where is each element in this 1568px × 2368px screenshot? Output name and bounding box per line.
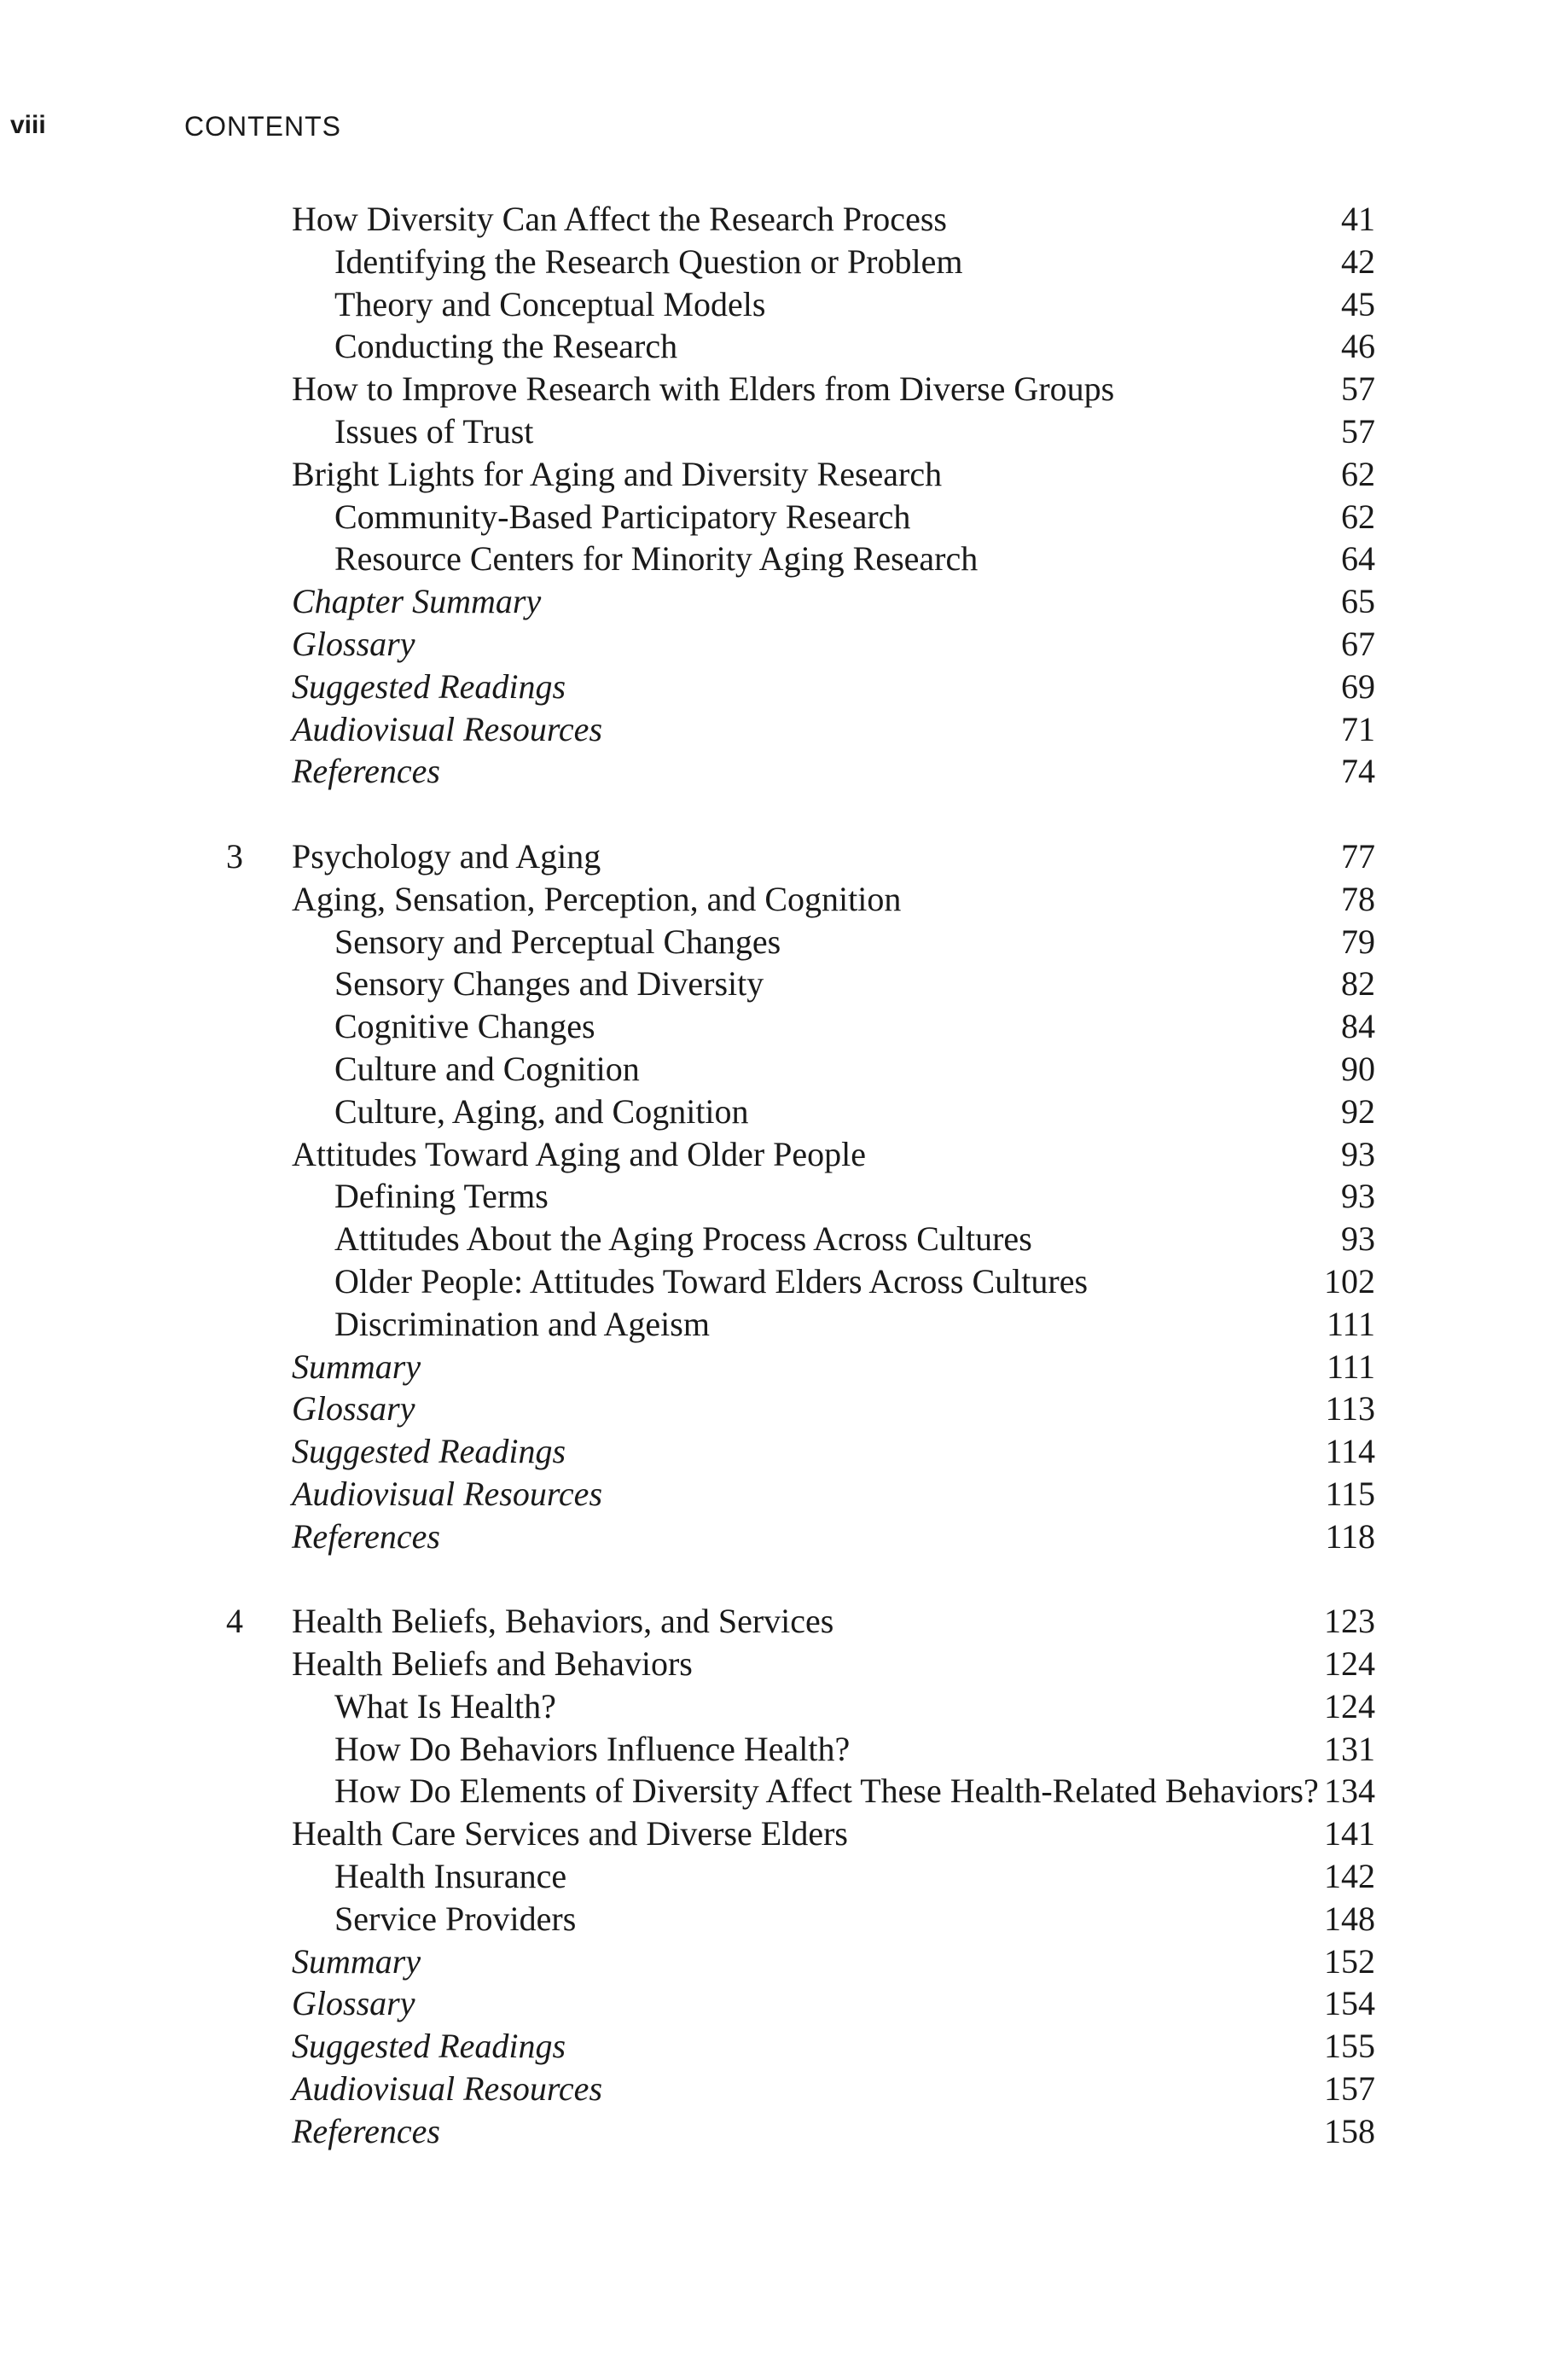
toc-section-entry [0, 453, 1568, 496]
toc-subsection-entry [0, 1091, 1568, 1133]
toc-entry-title: How Do Behaviors Influence Health? [334, 1729, 851, 1768]
toc-page-number: 74 [1341, 752, 1375, 791]
toc-entry-title: Attitudes Toward Aging and Older People [292, 1134, 867, 1173]
toc-entry-title: Cognitive Changes [334, 1007, 595, 1046]
toc-page-number: 92 [1341, 1091, 1375, 1131]
toc-entry-title: Culture and Cognition [334, 1049, 640, 1088]
toc-subsection-entry [0, 963, 1568, 1005]
toc-page-number: 131 [1324, 1729, 1375, 1768]
toc-page-number: 118 [1325, 1516, 1375, 1556]
toc-section-entry [0, 580, 1568, 623]
toc-page-number: 111 [1326, 1347, 1375, 1386]
toc-page-number: 157 [1324, 2069, 1375, 2109]
toc-entry-title: Suggested Readings [292, 1432, 566, 1471]
toc-entry-title: Discrimination and Ageism [334, 1304, 710, 1343]
toc-section-entry [0, 1940, 1568, 1983]
toc-entry-title: Sensory Changes and Diversity [334, 964, 764, 1004]
toc-entry-title: Audiovisual Resources [292, 709, 603, 748]
toc-entry-title: Audiovisual Resources [292, 1474, 603, 1513]
toc-entry-title: Glossary [292, 1984, 415, 2023]
page-header [0, 109, 1568, 152]
toc-entry-title: Identifying the Research Question or Problem [334, 241, 963, 281]
toc-section-entry [0, 2110, 1568, 2153]
running-head: CONTENTS [184, 111, 341, 142]
toc-page-number: 155 [1324, 2027, 1375, 2066]
toc-entry-title: Suggested Readings [292, 666, 566, 706]
toc-entry-title: Service Providers [334, 1899, 577, 1938]
toc-subsection-entry [0, 1048, 1568, 1091]
toc-section-entry [0, 878, 1568, 921]
toc-section-entry [0, 1133, 1568, 1176]
toc-section-entry [0, 1812, 1568, 1855]
toc-page-number: 77 [1341, 836, 1375, 876]
chapter-number: 3 [226, 836, 243, 876]
toc-page-number: 57 [1341, 369, 1375, 409]
toc-page-number: 45 [1341, 284, 1375, 323]
toc-page-number: 67 [1341, 624, 1375, 663]
toc-subsection-entry [0, 921, 1568, 963]
toc-entry-title: Older People: Attitudes Toward Elders Across Cultures [334, 1261, 1089, 1300]
toc-page-number: 124 [1324, 1644, 1375, 1684]
toc-page-number: 82 [1341, 964, 1375, 1004]
toc-page-number: 152 [1324, 1941, 1375, 1981]
toc-subsection-entry [0, 1005, 1568, 1048]
toc-entry-title: Glossary [292, 1389, 415, 1428]
toc-entry-title: Health Beliefs, Behaviors, and Services [292, 1602, 834, 1641]
toc-section-entry [0, 750, 1568, 793]
toc-subsection-entry [0, 1260, 1568, 1303]
toc-entry-title: Resource Centers for Minority Aging Research [334, 539, 979, 579]
toc-section-entry [0, 2068, 1568, 2110]
toc-page-number: 115 [1325, 1474, 1375, 1513]
toc-page-number: 114 [1325, 1432, 1375, 1471]
toc-entry-title: Health Insurance [334, 1857, 567, 1896]
toc-entry-title: Theory and Conceptual Models [334, 284, 766, 323]
toc-entry-title: How Diversity Can Affect the Research Process [292, 200, 947, 238]
toc-page-number: 141 [1324, 1814, 1375, 1853]
toc-page-number: 46 [1341, 327, 1375, 366]
toc-page-number: 69 [1341, 666, 1375, 706]
toc-subsection-entry [0, 283, 1568, 326]
toc-page-number: 113 [1325, 1389, 1375, 1428]
toc-chapter-entry [0, 1600, 1568, 1643]
table-of-contents [0, 198, 1568, 2153]
toc-page-number: 42 [1341, 241, 1375, 281]
toc-subsection-entry [0, 325, 1568, 368]
toc-page-number: 111 [1326, 1304, 1375, 1343]
toc-subsection-entry [0, 1685, 1568, 1728]
toc-entry-title: Issues of Trust [334, 411, 534, 451]
toc-entry-title: Conducting the Research [334, 327, 678, 366]
toc-page-number: 79 [1341, 922, 1375, 961]
toc-page-number: 65 [1341, 582, 1375, 621]
toc-subsection-entry [0, 1898, 1568, 1940]
toc-page-number: 93 [1341, 1219, 1375, 1259]
toc-page-number: 102 [1324, 1261, 1375, 1300]
toc-entry-title: Community-Based Participatory Research [334, 497, 911, 536]
toc-page-number: 64 [1341, 539, 1375, 579]
toc-entry-title: Audiovisual Resources [292, 2069, 603, 2109]
toc-section-entry [0, 1346, 1568, 1388]
toc-entry-title: Summary [292, 1347, 421, 1386]
toc-section-entry [0, 1643, 1568, 1685]
toc-subsection-entry [0, 410, 1568, 453]
toc-page-number: 142 [1324, 1857, 1375, 1896]
toc-page-number: 78 [1341, 879, 1375, 918]
toc-page-number: 148 [1324, 1899, 1375, 1938]
toc-section-entry [0, 623, 1568, 666]
toc-entry-title: References [292, 1516, 440, 1556]
toc-section-entry [0, 198, 1568, 241]
toc-entry-title: How to Improve Research with Elders from Diverse Groups [292, 369, 1115, 409]
toc-section-entry [0, 368, 1568, 410]
toc-subsection-entry [0, 538, 1568, 580]
toc-page-number: 62 [1341, 497, 1375, 536]
toc-page-number: 123 [1324, 1602, 1375, 1641]
toc-page-number: 124 [1324, 1686, 1375, 1725]
toc-page-number: 134 [1324, 1772, 1375, 1811]
toc-page-number: 71 [1341, 709, 1375, 748]
toc-page-number: 93 [1341, 1134, 1375, 1173]
toc-section-entry [0, 1473, 1568, 1516]
chapter-number: 4 [226, 1602, 243, 1641]
toc-entry-title: How Do Elements of Diversity Affect These Health-Related Behaviors? [334, 1772, 1319, 1811]
toc-page-number: 154 [1324, 1984, 1375, 2023]
toc-page-number: 93 [1341, 1177, 1375, 1216]
toc-entry-title: Glossary [292, 624, 415, 663]
toc-entry-title: Aging, Sensation, Perception, and Cognition [292, 879, 902, 918]
toc-subsection-entry [0, 1728, 1568, 1771]
toc-entry-title: Summary [292, 1941, 421, 1981]
toc-entry-title: Culture, Aging, and Cognition [334, 1091, 749, 1131]
toc-entry-title: Attitudes About the Aging Process Across Cultures [334, 1219, 1032, 1259]
toc-entry-title: References [292, 2111, 440, 2150]
toc-section-entry [0, 708, 1568, 751]
toc-entry-title: Psychology and Aging [292, 836, 601, 876]
toc-section-entry [0, 1430, 1568, 1473]
toc-entry-title: Health Care Services and Diverse Elders [292, 1814, 848, 1853]
toc-subsection-entry [0, 1770, 1568, 1812]
toc-page-number: 90 [1341, 1049, 1375, 1088]
toc-entry-title: References [292, 752, 440, 791]
toc-section-entry [0, 1982, 1568, 2025]
toc-subsection-entry [0, 1175, 1568, 1218]
toc-subsection-entry [0, 241, 1568, 283]
toc-entry-title: What Is Health? [334, 1686, 556, 1725]
toc-chapter-entry [0, 835, 1568, 878]
page-folio: viii [10, 111, 46, 139]
toc-entry-title: Chapter Summary [292, 582, 542, 621]
toc-subsection-entry [0, 1303, 1568, 1346]
toc-subsection-entry [0, 1855, 1568, 1898]
toc-entry-title: Suggested Readings [292, 2027, 566, 2066]
toc-entry-title: Sensory and Perceptual Changes [334, 922, 781, 961]
toc-page-number: 57 [1341, 411, 1375, 451]
toc-section-entry [0, 1388, 1568, 1430]
toc-entry-title: Health Beliefs and Behaviors [292, 1644, 693, 1684]
toc-subsection-entry [0, 1218, 1568, 1260]
toc-section-entry [0, 2025, 1568, 2068]
toc-page-number: 158 [1324, 2111, 1375, 2150]
toc-entry-title: Bright Lights for Aging and Diversity Research [292, 454, 943, 493]
toc-page-number: 62 [1341, 454, 1375, 493]
toc-page-number: 84 [1341, 1007, 1375, 1046]
toc-page-number: 41 [1341, 200, 1375, 238]
toc-section-entry [0, 1516, 1568, 1558]
toc-entry-title: Defining Terms [334, 1177, 549, 1216]
toc-subsection-entry [0, 496, 1568, 538]
toc-section-entry [0, 666, 1568, 708]
